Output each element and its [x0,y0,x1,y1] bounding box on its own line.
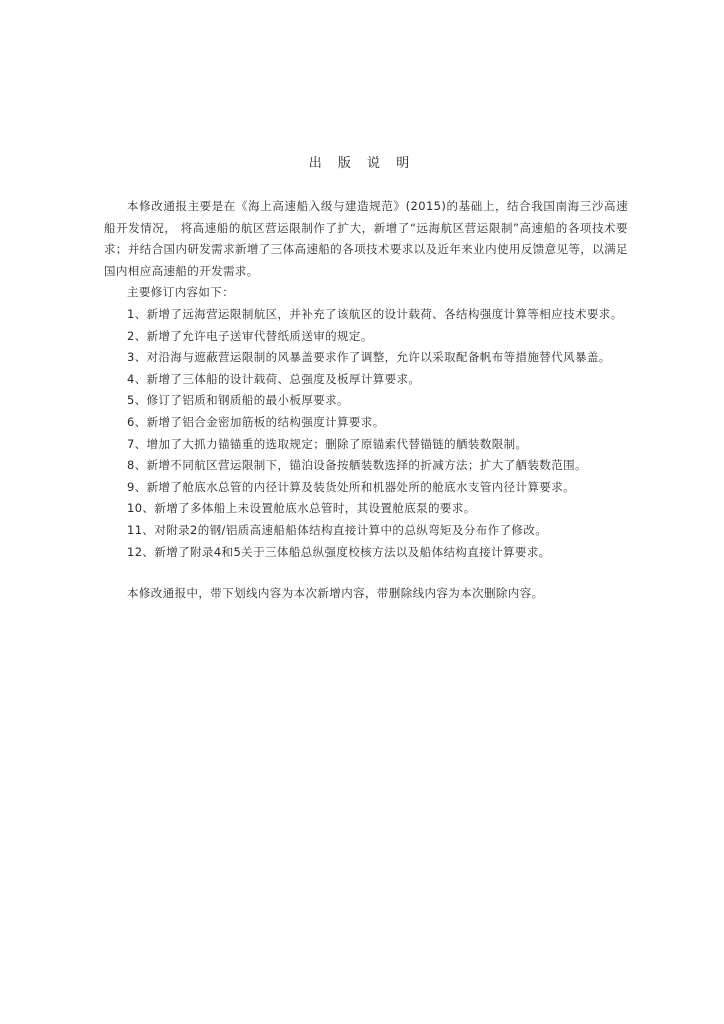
revision-item-10: 10、新增了多体船上未设置舱底水总管时，其设置舱底泵的要求。 [127,501,476,516]
revision-item-3: 3、对沿海与遮蔽营运限制的风暴盖要求作了调整，允许以采取配备帆布等措施替代风暴盖。 [127,350,611,365]
document-body [104,196,628,605]
revision-item-12: 12、新增了附录4和5关于三体船总纵强度校核方法以及船体结构直接计算要求。 [127,544,551,559]
revision-item-6: 6、新增了铝合金密加筋板的结构强度计算要求。 [127,414,385,429]
revision-item-7: 7、增加了大抓力锚锚重的选取规定；删除了原锚索代替锚链的舾装数限制。 [127,436,528,451]
revision-item-4: 4、新增了三体船的设计载荷、总强度及板厚计算要求。 [127,371,421,386]
revision-lead: 主要修订内容如下： [127,285,235,300]
revision-item-5: 5、修订了铝质和钢质船的最小板厚要求。 [127,393,349,408]
markup-note: 本修改通报中，带下划线内容为本次新增内容，带删除线内容为本次删除内容。 [127,586,544,601]
intro-paragraph: 本修改通报主要是在《海上高速船入级与建造规范》(2015)的基础上，结合我国南海三沙高速船开发情况， 将高速船的航区营运限制作了扩大，新增了“远海航区营运限制”高速船的各项技术要求；并结合国内研发需求新增了三体高速船的各项技术要求以及近年来业内使用反馈意见等，以满足国内相应高速船的开发需求。 [104,199,628,278]
revision-item-9: 9、新增了舱底水总管的内径计算及装货处所和机器处所的舱底水支管内径计算要求。 [127,479,576,494]
revision-item-11: 11、对附录2的钢/铝质高速船船体结构直接计算中的总纵弯矩及分布作了修改。 [127,522,548,537]
page-title: 出 版 说 明 [308,156,416,171]
revision-item-2: 2、新增了允许电子送审代替纸质送审的规定。 [127,328,373,343]
revision-item-1: 1、新增了远海营运限制航区，并补充了该航区的设计载荷、各结构强度计算等相应技术要求。 [127,306,623,321]
revision-item-8: 8、新增不同航区营运限制下，锚泊设备按舾装数选择的折减方法；扩大了舾装数范围。 [127,458,587,473]
